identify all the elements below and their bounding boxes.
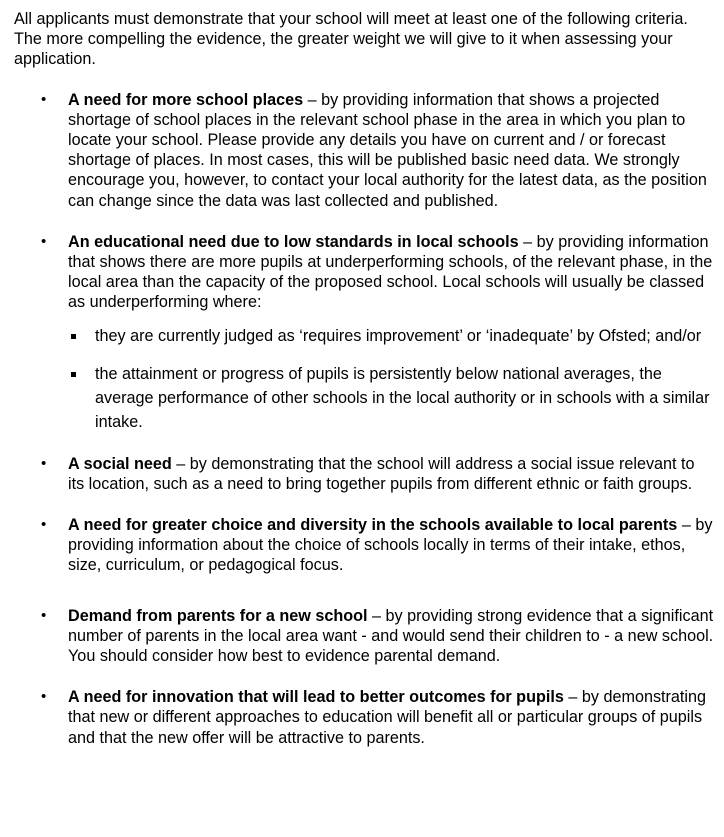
criterion-heading: A social need <box>68 454 172 473</box>
bullet-icon: • <box>41 232 47 250</box>
criterion-item <box>14 454 714 494</box>
criterion-item <box>14 90 714 211</box>
criterion-text: – by demonstrating that the school will address a social issue relevant to its location, such as a need to bring together pupils from different ethnic or faith groups. <box>68 454 695 493</box>
criterion-text: – by providing information that shows a projected shortage of school places in the relevant school phase in the area in which you plan to locate your school. Please provide any details you have on current and / or forecast shortage of places. In most cases, this will be published basic need data. We strongly encourage you, however, to contact your local authority for the latest data, as the position can change since the data was last collected and published. <box>68 90 707 210</box>
sub-criteria-list <box>68 324 714 434</box>
square-bullet-icon <box>71 334 76 339</box>
criteria-list <box>14 90 714 748</box>
criterion-heading: A need for greater choice and diversity in the schools available to local parents <box>68 516 678 535</box>
criterion-item <box>14 515 714 576</box>
criterion-item <box>14 232 714 434</box>
bullet-icon: • <box>41 454 47 472</box>
criterion-item <box>14 606 714 667</box>
intro-paragraph: All applicants must demonstrate that your school will meet at least one of the following criteria. The more compelling the evidence, the greater weight we will give to it when assessing your application. <box>14 10 688 69</box>
sub-criterion-item <box>68 324 714 348</box>
bullet-icon: • <box>41 90 47 108</box>
square-bullet-icon <box>71 372 76 377</box>
bullet-icon: • <box>41 688 47 706</box>
criterion-heading: A need for more school places <box>68 90 304 109</box>
sub-criterion-text: the attainment or progress of pupils is persistently below national averages, the average performance of other schools in the local authority or in schools with a similar intake. <box>95 364 710 431</box>
bullet-icon: • <box>41 606 47 624</box>
criterion-item <box>14 687 714 748</box>
sub-criterion-text: they are currently judged as ‘requires improvement’ or ‘inadequate’ by Ofsted; and/or <box>95 326 702 345</box>
criterion-text: – by providing information that shows there are more pupils at underperforming schools, of the relevant phase, in the local area than the capacity of the proposed school. Local schools will usually be classed as underperforming where: <box>68 232 713 312</box>
bullet-icon: • <box>41 516 47 534</box>
criterion-text: – by providing information about the choice of schools locally in terms of their intake, ethos, size, curriculum, or pedagogical focus. <box>68 516 713 575</box>
criterion-text: – by providing strong evidence that a significant number of parents in the local area want - and would send their children to - a new school. You should consider how best to evidence parental demand. <box>68 606 714 666</box>
criterion-heading: A need for innovation that will lead to better outcomes for pupils <box>68 688 564 707</box>
sub-criterion-item <box>68 362 714 434</box>
criterion-heading: An educational need due to low standards in local schools <box>68 232 519 251</box>
criterion-heading: Demand from parents for a new school <box>68 606 368 625</box>
criterion-text: – by demonstrating that new or different approaches to education will benefit all or particular groups of pupils and that the new offer will be attractive to parents. <box>68 688 707 747</box>
